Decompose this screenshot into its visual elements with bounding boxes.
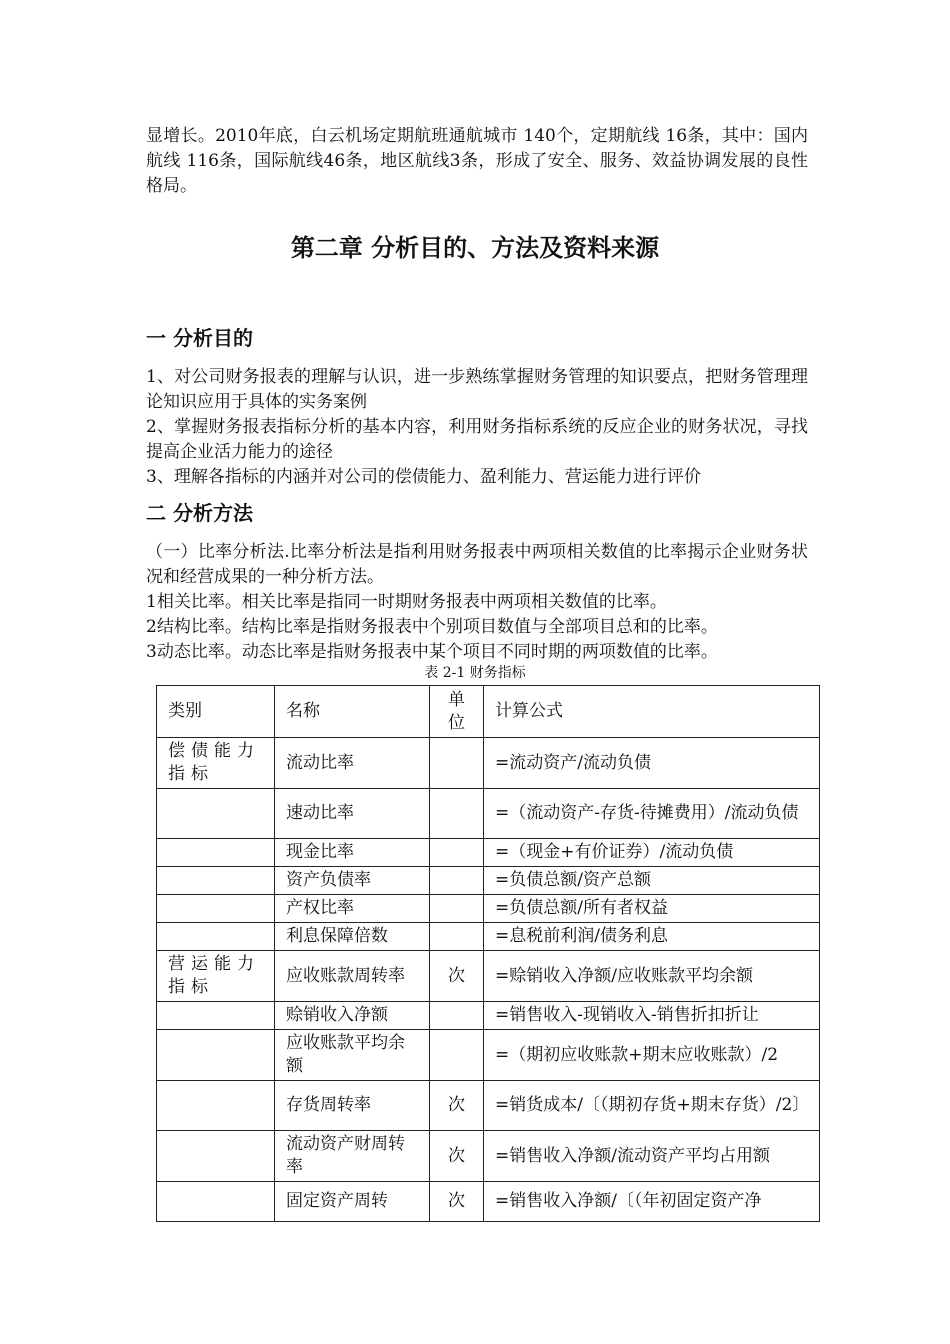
header-name: 名称	[275, 686, 430, 738]
cell-category	[157, 1030, 275, 1081]
cell-formula: =负债总额/所有者权益	[484, 895, 820, 923]
cell-name: 产权比率	[275, 895, 430, 923]
cell-category	[157, 1002, 275, 1030]
cell-category	[157, 923, 275, 951]
cell-category	[157, 867, 275, 895]
header-category: 类别	[157, 686, 275, 738]
cell-unit: 次	[430, 1081, 484, 1131]
methods-list	[146, 540, 808, 665]
aim-item: 3、理解各指标的内涵并对公司的偿债能力、盈利能力、营运能力进行评价	[146, 467, 701, 487]
cell-formula: =销售收入净额/〔（年初固定资产净	[484, 1182, 820, 1222]
table-row	[157, 951, 820, 1002]
chapter-title: 第二章 分析目的、方法及资料来源	[290, 234, 660, 262]
cell-category	[157, 1081, 275, 1131]
cell-name: 赊销收入净额	[275, 1002, 430, 1030]
cell-name: 流动资产财周转率	[275, 1131, 430, 1182]
table-header-row	[157, 686, 820, 738]
cell-name: 应收账款平均余额	[275, 1030, 430, 1081]
cell-unit: 次	[430, 951, 484, 1002]
cell-unit	[430, 1002, 484, 1030]
financial-indicators-table	[156, 685, 820, 1222]
cell-unit	[430, 923, 484, 951]
cell-category: 营运能力指标	[157, 951, 275, 1002]
aims-list	[146, 365, 808, 490]
table-row	[157, 923, 820, 951]
cell-name: 固定资产周转	[275, 1182, 430, 1222]
cell-formula: =息税前利润/债务利息	[484, 923, 820, 951]
cell-category	[157, 1131, 275, 1182]
method-item: 2结构比率。结构比率是指财务报表中个别项目数值与全部项目总和的比率。	[146, 617, 718, 637]
cell-unit	[430, 738, 484, 789]
cell-formula: =销货成本/〔（期初存货+期末存货）/2〕	[484, 1081, 820, 1131]
cell-category	[157, 895, 275, 923]
table-row	[157, 1182, 820, 1222]
cell-formula: =负债总额/资产总额	[484, 867, 820, 895]
table-caption: 表 2-1 财务指标	[424, 665, 526, 681]
cell-category: 偿债能力指标	[157, 738, 275, 789]
header-unit: 单位	[430, 686, 484, 738]
section-heading-methods: 二 分析方法	[146, 501, 253, 525]
cell-name: 现金比率	[275, 839, 430, 867]
cell-formula: =（流动资产-存货-待摊费用）/流动负债	[484, 789, 820, 839]
method-item: 3动态比率。动态比率是指财务报表中某个项目不同时期的两项数值的比率。	[146, 642, 718, 662]
cell-category	[157, 1182, 275, 1222]
cell-name: 流动比率	[275, 738, 430, 789]
table-row	[157, 1081, 820, 1131]
cell-formula: =（现金+有价证券）/流动负债	[484, 839, 820, 867]
cell-unit	[430, 839, 484, 867]
table-row	[157, 738, 820, 789]
cell-formula: =流动资产/流动负债	[484, 738, 820, 789]
cell-name: 资产负债率	[275, 867, 430, 895]
table-row	[157, 1002, 820, 1030]
cell-name: 速动比率	[275, 789, 430, 839]
cell-unit	[430, 867, 484, 895]
aim-item: 1、对公司财务报表的理解与认识，进一步熟练掌握财务管理的知识要点，把财务管理理论知识应用于具体的实务案例	[146, 367, 808, 412]
cell-category	[157, 789, 275, 839]
cell-category	[157, 839, 275, 867]
cell-name: 存货周转率	[275, 1081, 430, 1131]
cell-unit: 次	[430, 1182, 484, 1222]
cell-formula: =赊销收入净额/应收账款平均余额	[484, 951, 820, 1002]
table-row	[157, 1030, 820, 1081]
table-row	[157, 789, 820, 839]
method-item: （一）比率分析法.比率分析法是指利用财务报表中两项相关数值的比率揭示企业财务状况和经营成果的一种分析方法。	[146, 542, 808, 587]
header-formula: 计算公式	[484, 686, 820, 738]
table-row	[157, 1131, 820, 1182]
cell-unit	[430, 789, 484, 839]
aim-item: 2、掌握财务报表指标分析的基本内容，利用财务指标系统的反应企业的财务状况，寻找提高企业活力能力的途径	[146, 417, 808, 462]
table-row	[157, 867, 820, 895]
cell-formula: =（期初应收账款+期末应收账款）/2	[484, 1030, 820, 1081]
intro-paragraph: 显增长。2010年底，白云机场定期航班通航城市 140个，定期航线 16条，其中：国内航线 116条，国际航线46条，地区航线3条，形成了安全、服务、效益协调发展的良性格局。	[146, 126, 808, 196]
cell-formula: =销售收入-现销收入-销售折扣折让	[484, 1002, 820, 1030]
cell-unit	[430, 1030, 484, 1081]
cell-unit: 次	[430, 1131, 484, 1182]
cell-name: 应收账款周转率	[275, 951, 430, 1002]
cell-formula: =销售收入净额/流动资产平均占用额	[484, 1131, 820, 1182]
table-row	[157, 839, 820, 867]
section-heading-aims: 一 分析目的	[146, 326, 253, 350]
table-row	[157, 895, 820, 923]
cell-name: 利息保障倍数	[275, 923, 430, 951]
cell-unit	[430, 895, 484, 923]
method-item: 1相关比率。相关比率是指同一时期财务报表中两项相关数值的比率。	[146, 592, 667, 612]
